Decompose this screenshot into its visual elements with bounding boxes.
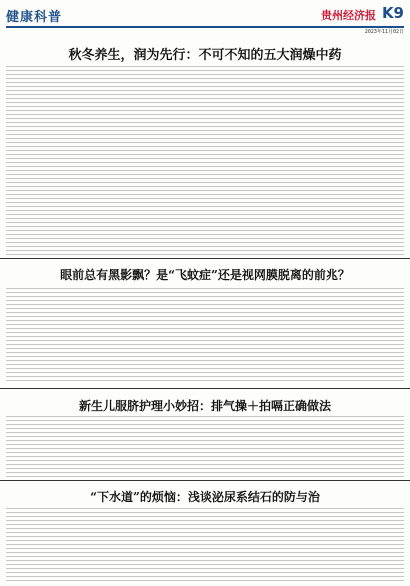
masthead [321,7,376,23]
divider [0,480,410,481]
headline-newborn-care: 新生儿服脐护理小妙招：排气操＋拍嗝正确做法 [78,399,331,413]
headline-floaters: 眼前总有黑影飘？是“飞蚊症”还是视网膜脱离的前兆？ [60,268,350,282]
divider [0,258,410,259]
headline-urinary-stones: “下水道”的烦恼：浅谈泌尿系结石的防与治 [90,490,320,504]
article-body-2 [6,288,404,384]
page-header [6,4,404,38]
article-body-4 [6,508,404,582]
issue-date: 2023年11月02日 [364,29,404,35]
headline-autumn-moisturizing: 秋冬养生，润为先行：不可不知的五大润燥中药 [68,48,342,63]
article-body-3 [6,416,404,478]
header-rule [6,26,404,28]
newspaper-logo: 贵州经济报 [321,9,376,22]
page-number: K9 [381,4,404,22]
article-body-1 [6,66,404,256]
section-title: 健康科普 [6,10,63,25]
divider [0,388,410,389]
